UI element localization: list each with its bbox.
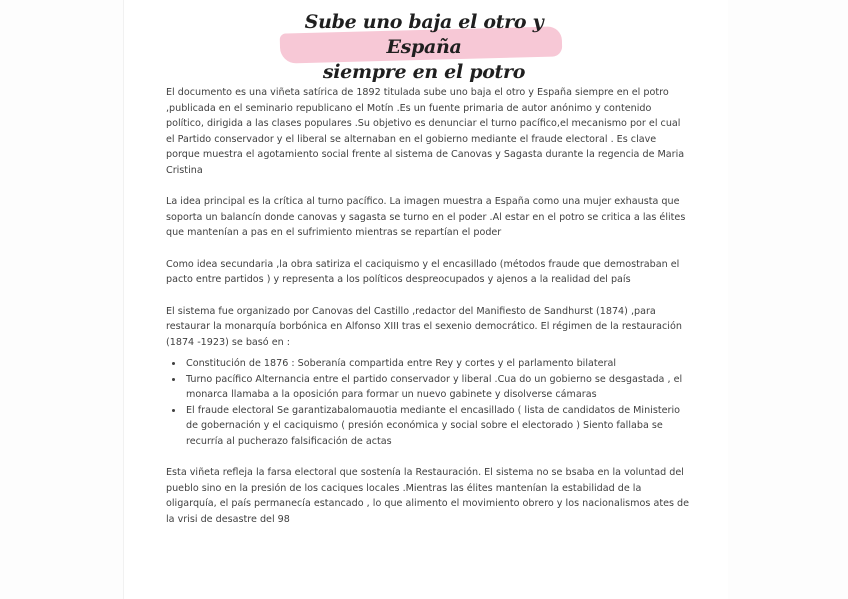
title-line-2: siempre en el potro bbox=[322, 61, 526, 83]
paragraph-conclusion: Esta viñeta refleja la farsa electoral que sostenía la Restauración. El sistema no se bsaba en la voluntad del pueblo sino en la presión de los caciques locales .Mientras las élites mantenían la estabilidad de la oligarquía, el país permanecía estancado , lo que alimento el movimiento obrero y los nacionalismos ates de la vrisi de desastre del 98 bbox=[166, 467, 690, 525]
paragraph-system: El sistema fue organizado por Canovas del Castillo ,redactor del Manifiesto de Sandhurst (1874) ,para restaurar la monarquía borbónica en Alfonso XIII tras el sexenio democrático. El régimen de la restauración (1874 -1923) se basó en : bbox=[166, 305, 682, 348]
paragraph-intro: El documento es una viñeta satírica de 1892 titulada sube uno baja el otro y España siempre en el potro ,publicada en el seminario republicano el Motín .Es un fuente primaria de autor anónimo y contenido político, dirigida a las clases populares .Su objetivo es denunciar el turno pacífico,el mecanismo por el cual el Partido conservador y el liberal se alternaban en el gobierno mediante el fraude electoral . Es clave porque muestra el agotamiento social frente al sistema de Canovas y Sagasta durante la regencia de Maria Cristina bbox=[166, 87, 685, 176]
paragraph-secondary-idea: Como idea secundaria ,la obra satiriza el caciquismo y el encasillado (métodos fraude que demostraban el pacto entre partidos ) y representa a los políticos despreocupados y ajenos a la realidad del país bbox=[166, 258, 680, 285]
paragraph-main-idea: La idea principal es la crítica al turno pacífico. La imagen muestra a España como una mujer exhausta que soporta un balancín donde canovas y sagasta se turno en el poder .Al estar en el potro se critica a las élites que mantenían a pas en el sufrimiento mientras se repartían el poder bbox=[166, 196, 686, 238]
bullet-item: • Turno pacífico Alternancia entre el partido conservador y liberal .Cua do un gobierno se desgastada , el monarca llamaba a la oposición para formar un nuevo gabinete y disolverse cámaras bbox=[184, 372, 690, 403]
bullet-list bbox=[166, 356, 690, 449]
document-title bbox=[264, 10, 584, 85]
title-line-1: Sube uno baja el otro y España bbox=[304, 11, 544, 58]
bullet-item: • El fraude electoral Se garantizabalomauotia mediante el encasillado ( lista de candidatos de Ministerio de gobernación y el caciquismo ( presión económica y social sobre el electorado ) Siento fallaba se recurría al pucherazo falsificación de actas bbox=[184, 403, 690, 450]
page-margin-right bbox=[727, 0, 848, 599]
bullet-item: • Constitución de 1876 : Soberanía compartida entre Rey y cortes y el parlamento bilateral bbox=[184, 356, 690, 372]
page-margin-left bbox=[0, 0, 124, 599]
document-body bbox=[166, 85, 690, 543]
document-page bbox=[124, 0, 728, 599]
